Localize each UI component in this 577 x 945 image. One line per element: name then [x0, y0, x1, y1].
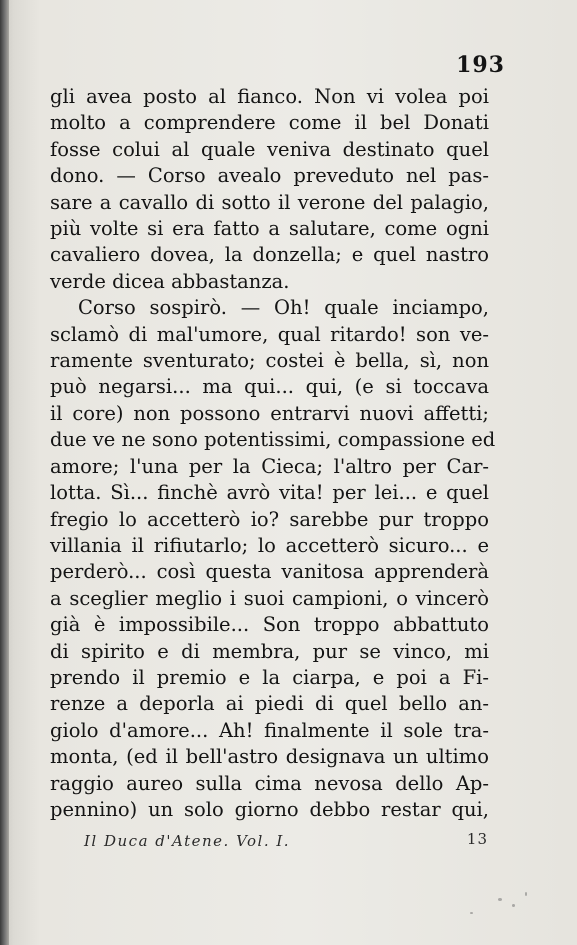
text-line: fosse colui al quale veniva destinato quel	[50, 137, 489, 161]
text-line: villania il rifiutarlo; lo accetterò sicuro... e	[50, 533, 489, 557]
paper-speck	[512, 904, 515, 907]
text-line: lotta. Sì... finchè avrò vita! per lei... e quel	[50, 481, 489, 505]
text-line: monta, (ed il bell'astro designava un ultimo	[50, 745, 489, 769]
text-line: giolo d'amore... Ah! finalmente il sole tra-	[50, 718, 489, 742]
text-line: amore; l'una per la Cieca; l'altro per Car-	[50, 454, 489, 478]
text-line: a sceglier meglio i suoi campioni, o vincerò	[50, 586, 489, 610]
running-title: Il Duca d'Atene. Vol. I.	[84, 832, 291, 850]
signature-mark: 13	[466, 830, 488, 848]
binding-edge	[0, 0, 9, 945]
text-line: cavaliero dovea, la donzella; e quel nastro	[50, 243, 489, 267]
text-line: più volte si era fatto a salutare, come ogni	[50, 217, 489, 241]
text-line: Corso sospirò. — Oh! quale inciampo,	[78, 296, 489, 320]
page-footer	[84, 830, 488, 850]
text-line: gli avea posto al fianco. Non vi volea poi	[50, 85, 489, 108]
text-line: sare a cavallo di sotto il verone del palagio,	[50, 190, 489, 214]
text-line: sclamò di mal'umore, qual ritardo! son ve-	[50, 322, 489, 346]
text-line: raggio aureo sulla cima nevosa dello Ap-	[50, 771, 489, 795]
text-line: il core) non possono entrarvi nuovi affetti;	[50, 401, 489, 425]
text-line: dono. — Corso avealo preveduto nel pas-	[50, 164, 489, 188]
text-line: fregio lo accetterò io? sarebbe pur troppo	[50, 507, 489, 531]
text-line: verde dicea abbastanza.	[50, 269, 290, 293]
paper-speck	[525, 892, 527, 896]
text-line: già è impossibile... Son troppo abbattuto	[50, 613, 489, 637]
text-line: ramente sventurato; costei è bella, sì, non	[50, 349, 489, 373]
text-line: può negarsi... ma qui... qui, (e si toccava	[50, 375, 489, 399]
text-line: due ve ne sono potentissimi, compassione ed	[50, 428, 496, 452]
text-line: perderò... così questa vanitosa apprenderà	[50, 560, 489, 584]
text-line: renze a deporla ai piedi di quel bello an-	[50, 692, 489, 716]
text-line: pennino) un solo giorno debbo restar qui,	[50, 797, 489, 821]
paper-speck	[470, 912, 473, 914]
paper-speck	[498, 898, 502, 901]
page-number: 193	[456, 52, 505, 78]
text-line: prendo il premio e la ciarpa, e poi a Fi-	[50, 665, 489, 689]
text-line: molto a comprendere come il bel Donati	[50, 111, 489, 135]
body-text	[50, 84, 496, 823]
text-line: di spirito e di membra, pur se vinco, mi	[50, 639, 489, 663]
